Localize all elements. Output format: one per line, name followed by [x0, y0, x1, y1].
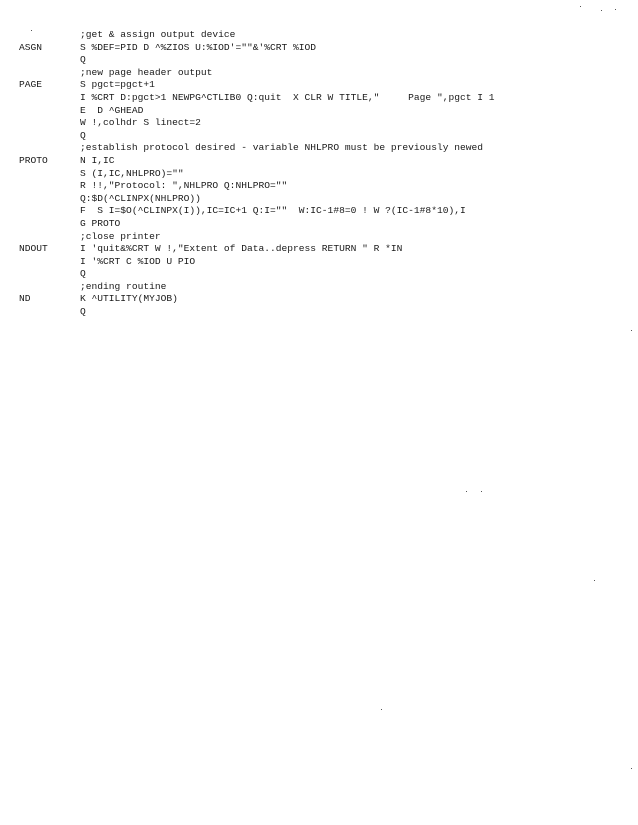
code-text: Q:$D(^CLINPX(NHLPRO)) [80, 192, 201, 204]
scan-speck [615, 9, 616, 10]
routine-label: NDOUT [19, 243, 48, 255]
scan-speck [631, 768, 632, 769]
code-line [0, 180, 638, 193]
code-text: I 'quit&%CRT W !,"Extent of Data..depress RETURN " R *IN [80, 243, 403, 255]
code-text: S %DEF=PID D ^%ZIOS U:%IOD'=""&'%CRT %IOD [80, 41, 317, 53]
scan-speck [594, 580, 595, 581]
code-text: Q [80, 54, 86, 66]
routine-label: ND [19, 293, 31, 305]
routine-label: ASGN [19, 41, 43, 53]
code-line [0, 155, 638, 168]
code-line [0, 29, 638, 42]
code-line [0, 67, 638, 80]
code-line [0, 205, 638, 218]
code-text: F S I=$O(^CLINPX(I)),IC=IC+1 Q:I="" W:IC-1#8=0 ! W ?(IC-1#8*10),I [80, 205, 466, 217]
scan-speck [466, 491, 467, 492]
code-line [0, 231, 638, 244]
routine-label: PAGE [19, 79, 43, 91]
code-line [0, 130, 638, 143]
code-text: S (I,IC,NHLPRO)="" [80, 167, 184, 179]
code-line [0, 105, 638, 118]
code-line [0, 42, 638, 55]
scan-speck [601, 10, 602, 11]
code-text: K ^UTILITY(MYJOB) [80, 293, 178, 305]
code-line [0, 256, 638, 269]
code-line [0, 293, 638, 306]
code-text: S pgct=pgct+1 [80, 79, 155, 91]
scan-speck [481, 491, 482, 492]
code-text: E D ^GHEAD [80, 104, 144, 116]
code-text: ;get & assign output device [80, 29, 236, 40]
code-text: ;establish protocol desired - variable NHLPRO must be previously newed [80, 142, 484, 154]
scan-speck [31, 30, 32, 31]
code-text: G PROTO [80, 217, 121, 229]
code-text: Q [80, 129, 86, 141]
code-line [0, 193, 638, 206]
code-line [0, 54, 638, 67]
code-line [0, 218, 638, 231]
code-line [0, 306, 638, 319]
code-text: ;ending routine [80, 280, 167, 292]
code-text: Q [80, 268, 86, 280]
code-line [0, 92, 638, 105]
code-line [0, 79, 638, 92]
code-line [0, 268, 638, 281]
code-text: I %CRT D:pgct>1 NEWPG^CTLIB0 Q:quit X CLR W TITLE," Page ",pgct I 1 [80, 91, 495, 103]
code-text: ;close printer [80, 230, 161, 242]
scan-speck [580, 6, 581, 7]
code-text: N I,IC [80, 154, 115, 166]
code-line [0, 168, 638, 181]
code-text: R !!,"Protocol: ",NHLPRO Q:NHLPRO="" [80, 180, 288, 192]
code-listing [0, 29, 638, 319]
scan-speck [381, 709, 382, 710]
code-text: W !,colhdr S linect=2 [80, 117, 201, 129]
code-text: I '%CRT C %IOD U PIO [80, 255, 196, 267]
code-line [0, 142, 638, 155]
code-text: ;new page header output [80, 66, 213, 78]
routine-label: PROTO [19, 154, 48, 166]
code-line [0, 117, 638, 130]
code-line [0, 281, 638, 294]
code-text: Q [80, 306, 86, 318]
code-line [0, 243, 638, 256]
scan-speck [631, 330, 632, 331]
